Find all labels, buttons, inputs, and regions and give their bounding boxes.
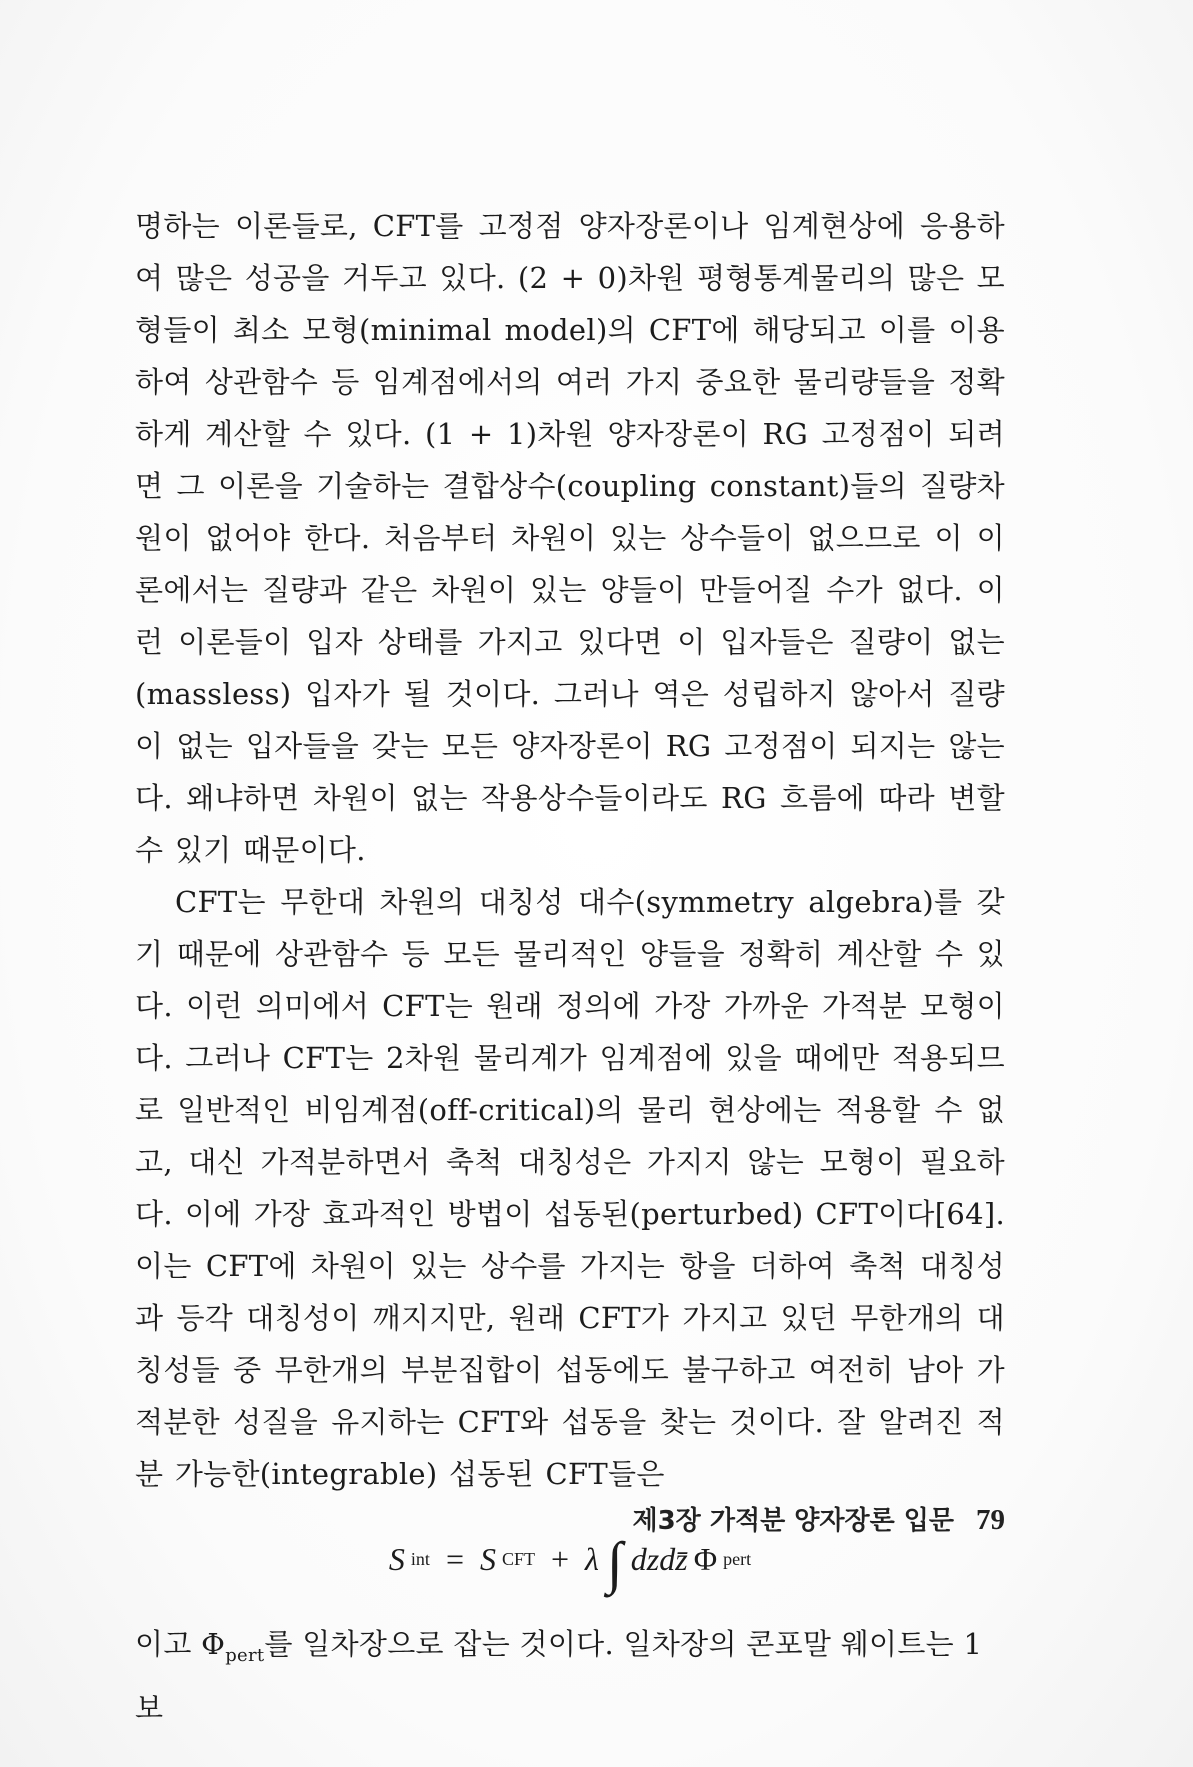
eq-field: Φ (693, 1540, 718, 1577)
footer-chapter-title: 제3장 가적분 양자장론 입문 (632, 1506, 954, 1536)
paragraph-after-equation (135, 1618, 1005, 1734)
page-footer (135, 1500, 1005, 1537)
paragraph-1: 명하는 이론들로, CFT를 고정점 양자장론이나 임계현상에 응용하여 많은 성공을 거두고 있다. (2 + 0)차원 평형통계물리의 많은 모형들이 최소 모형(minimal model)의 CFT에 해당되고 이를 이용하여 상관함수 등 임계점에서의 여러 가지 중요한 물리량들을 정확하게 계산할 수 있다. (1 + 1)차원 양자장론이 RG 고정점이 되려면 그 이론을 기술하는 결합상수(coupling constant)들의 질량차원이 없어야 한다. 처음부터 차원이 있는 상수들이 없으므로 이 이론에서는 질량과 같은 차원이 있는 양들이 만들어질 수가 없다. 이런 이론들이 입자 상태를 가지고 있다면 이 입자들은 질량이 없는(massless) 입자가 될 것이다. 그러나 역은 성립하지 않아서 질량이 없는 입자들을 갖는 모든 양자장론이 RG 고정점이 되지는 않는다. 왜냐하면 차원이 없는 작용상수들이라도 RG 흐름에 따라 변할 수 있기 때문이다. (135, 209, 1005, 867)
paragraph-2: CFT는 무한대 차원의 대칭성 대수(symmetry algebra)를 갖기 때문에 상관함수 등 모든 물리적인 양들을 정확히 계산할 수 있다. 이런 의미에서 CFT는 원래 정의에 가장 가까운 가적분 모형이다. 그러나 CFT는 2차원 물리계가 임계점에 있을 때에만 적용되므로 일반적인 비임계점(off-critical)의 물리 현상에는 적용할 수 없고, 대신 가적분하면서 축척 대칭성은 가지지 않는 모형이 필요하다. 이에 가장 효과적인 방법이 섭동된(perturbed) CFT이다[64]. 이는 CFT에 차원이 있는 상수를 가지는 항을 더하여 축척 대칭성과 등각 대칭성이 깨지지만, 원래 CFT가 가지고 있던 무한개의 대칭성들 중 무한개의 부분집합이 섭동에도 불구하고 여전히 남아 가적분한 성질을 유지하는 CFT와 섭동을 찾는 것이다. 잘 알려진 적분 가능한(integrable) 섭동된 CFT들은 (135, 885, 1005, 1491)
eq-integral-sign: ∫ (606, 1530, 623, 1595)
after-eq-subscript: pert (225, 1644, 265, 1666)
footer-page-number: 79 (976, 1504, 1005, 1536)
eq-lhs-symbol: S (388, 1540, 405, 1577)
eq-field-subscript: pert (723, 1548, 752, 1569)
eq-measure: dzdz̄ (630, 1540, 688, 1577)
eq-coupling: λ (585, 1540, 599, 1577)
after-eq-before: 이고 Φ (135, 1627, 226, 1661)
eq-lhs-subscript: int (410, 1548, 430, 1569)
eq-cft-subscript: CFT (501, 1548, 535, 1569)
eq-plus: + (551, 1540, 570, 1577)
eq-cft-symbol: S (479, 1540, 496, 1577)
after-eq-after: 를 일차장으로 잡는 것이다. 일차장의 콘포말 웨이트는 1보 (135, 1627, 983, 1725)
eq-equals: = (445, 1540, 464, 1577)
